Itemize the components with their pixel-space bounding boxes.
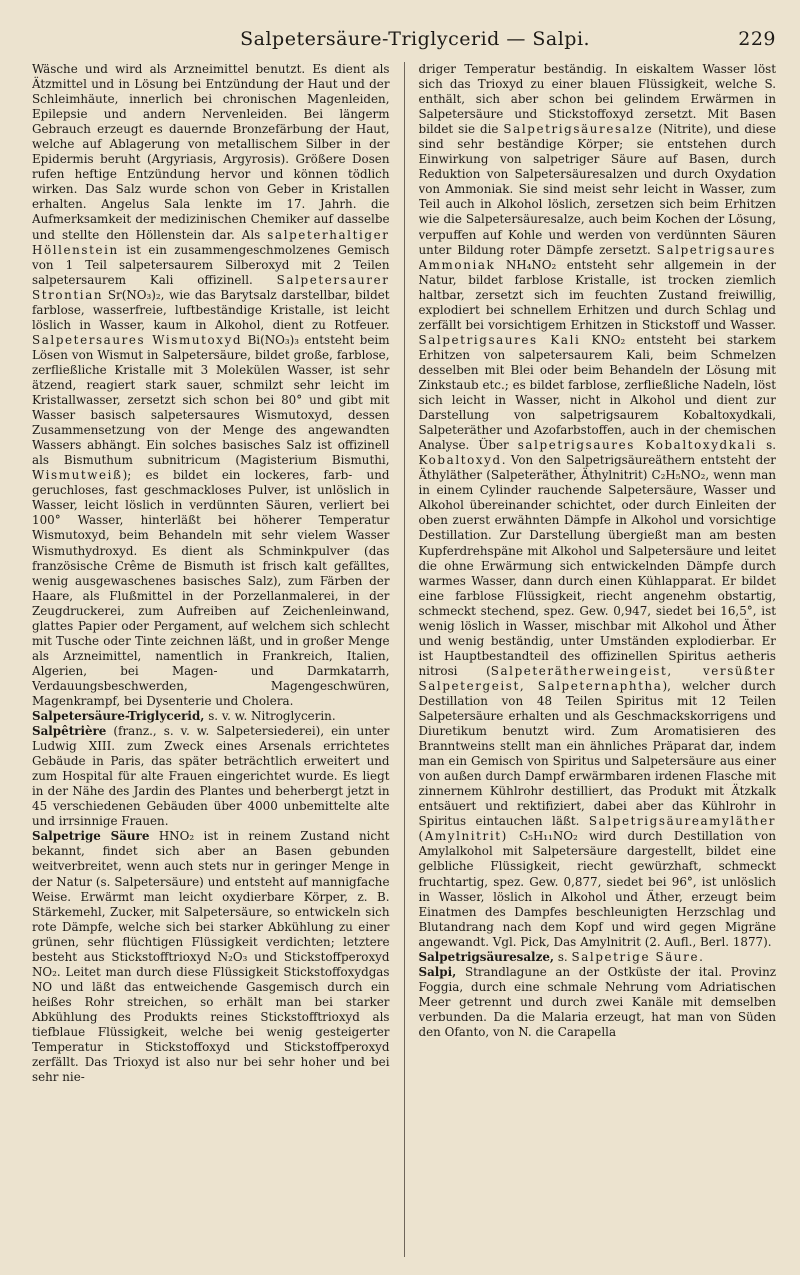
- entry-headword: Salpetrige Säure: [32, 829, 150, 844]
- entry-salpetrigsaeuresalze: [419, 950, 777, 965]
- entry-headword: Salpetrigsäuresalze,: [418, 949, 555, 964]
- body-text: ), welcher durch Destillation von 48 Teilen Spiritus mit 12 Teilen Salpetersäure erhalten und als Geschmackskorrigens und Diuretikum benutzt wird. Zum Aromatisieren des Branntweins stellt man ein ähnliches Präparat dar, indem man ein Gemisch von Spiritus und Salpetersäure aus einer von außen durch Dampf erwärmbaren irdenen Flasche mit zinnernem Kühlrohr destilliert, das Produkt mit Ätzkalk entsäuert und rektifiziert, dabei aber das Kühlrohr in Spiritus eintauchen läßt.: [418, 678, 776, 829]
- spaced-term: Salpetrigsaures Ammoniak: [418, 242, 776, 272]
- entry-salpetrige-saeure: [32, 829, 390, 1085]
- body-text: ist ein zusammengeschmolzenes Gemisch von 1 Teil salpetersaurem Silberoxyd mit 2 Teilen salpetersaurem Kali offizinell.: [32, 242, 390, 287]
- spaced-term: Salpetrigsaures Kali: [418, 332, 581, 347]
- body-text: (Nitrite), und diese sind sehr beständige Körper; sie entstehen durch Einwirkung von salpetriger Säure auf Basen, durch Reduktion von Salpetersäuresalzen und durch Oxydation von Ammoniak. Sie sind meist sehr leicht in Wasser, zum Teil auch in Alkohol löslich, zersetzen sich beim Erhitzen wie die Salpetersäuresalze, auch beim Kochen der Lösung, verpuffen auf Kohle und werden von verdünnten Säuren unter Bildung roter Dämpfe zersetzt.: [418, 122, 776, 257]
- body-text: s.: [557, 949, 568, 964]
- spaced-term: Salpetrigsäureamyläther (Amylnitrit): [418, 814, 776, 844]
- spaced-term: Salpetersaures Wismutoxyd: [32, 332, 243, 347]
- body-text: HNO₂ ist in reinem Zustand nicht bekannt, findet sich aber an Basen gebunden weitverbreitet, wenn auch stets nur in geringer Menge in der Natur (s. Salpetersäure) und entsteht auf mannigfache Weise. Erwärmt man leicht oxydierbare Körper, z. B. Stärkemehl, Zucker, mit Salpetersäure, so entwickeln sich rote Dämpfe, welche sich bei starker Abkühlung zu einer grünen, sehr flüchtigen Flüssigkeit verdichten; letztere besteht aus Stickstofftrioxyd N₂O₃ und Stickstoffperoxyd NO₂. Leitet man durch diese Flüssigkeit Stickstoffoxydgas NO und läßt das entweichende Gasgemisch durch ein heißes Rohr streichen, so erhält man bei starker Abkühlung des Produkts reines Stickstofftrioxyd als tiefblaue Flüssigkeit, welche bei wenig gesteigerter Temperatur in Stickstoffoxyd und Stickstoffperoxyd zerfällt. Das Trioxyd ist also nur bei sehr hoher und bei sehr nie-: [32, 829, 390, 1085]
- text-columns: [32, 62, 776, 1257]
- entry-continuation: [419, 62, 777, 950]
- spaced-term: salpeterhaltiger Höllenstein: [32, 227, 390, 257]
- body-text: C₅H₁₁NO₂ wird durch Destillation von Amylalkohol mit Salpetersäure dargestellt, bildet eine gelbliche Flüssigkeit, riecht gewürzhaft, schmeckt fruchtartig, spez. Gew. 0,877, siedet bei 96°, ist unlöslich in Wasser, löslich in Alkohol und Äther, erzeugt beim Einatmen des Dampfes beschleunigten Herzschlag und Blutandrang nach dem Kopf und wird gegen Migräne angewandt. Vgl. Pick, Das Amylnitrit (2. Aufl., Berl. 1877).: [418, 829, 776, 949]
- body-text: . Von den Salpetrigsäureäthern entsteht der Äthyläther (Salpeteräther, Äthylnitrit) C₂H₅NO₂, wenn man in einem Cylinder rauchende Salpetersäure, Wasser und Alkohol übereinander schichtet, oder durch Einleiten der oben zuerst erwähnten Dämpfe in Alkohol und vorsichtige Destillation. Zur Darstellung übergießt man am besten Kupferdrehspäne mit Alkohol und Salpetersäure und leitet die ohne Erwärmung sich entwickelnden Dämpfe durch warmes Wasser, dann durch einen Kühlapparat. Er bildet eine farblose Flüssigkeit, riecht angenehm obstartig, schmeckt stechend, spez. Gew. 0,947, siedet bei 16,5°, ist wenig löslich in Wasser, mischbar mit Alkohol und Äther und wenig beständig, unter Umständen explodierbar. Er ist Hauptbestandteil des offizinellen Spiritus aetheris nitrosi (: [418, 453, 776, 678]
- left-column: [32, 62, 390, 1257]
- body-text: driger Temperatur beständig. In eiskaltem Wasser löst sich das Trioxyd zu einer blauen Flüssigkeit, welche S. enthält, sich aber schon bei gelindem Erwärmen in Salpetersäure und Stickstoffoxyd zersetzt. Mit Basen bildet sie die: [418, 62, 776, 137]
- body-text: Wäsche und wird als Arzneimittel benutzt. Es dient als Ätzmittel und in Lösung bei Entzündung der Haut und der Schleimhäute, innerlich bei chronischen Magenleiden, Epilepsie und andern Nervenleiden. Bei längerm Gebrauch erzeugt es dauernde Bronzefärbung der Haut, welche auf Ablagerung von metallischem Silber in der Epidermis beruht (Argyriasis, Argyrosis). Größere Dosen rufen heftige Entzündung hervor und können tödlich wirken. Das Salz wurde schon von Geber in Kristallen erhalten. Angelus Sala lenkte im 17. Jahrh. die Aufmerksamkeit der medizinischen Chemiker auf dasselbe und stellte den Höllenstein dar. Als: [32, 62, 390, 242]
- entry-salpi: [419, 965, 777, 1040]
- body-text: ); es bildet ein lockeres, farb- und geruchloses, fast geschmackloses Pulver, ist unlöslich in Wasser, leicht löslich in verdünnten Säuren, verliert bei 100° Wasser, hinterläßt bei höherer Temperatur Wismutoxyd, beim Behandeln mit sehr vielem Wasser Wismuthydroxyd. Es dient als Schminkpulver (das französische Crême de Bismuth ist frisch kalt gefälltes, wenig ausgewaschenes basisches Salz), zum Färben der Haare, als Flußmittel in der Porzellanmalerei, in der Zeugdruckerei, zum Aufreiben auf Zeichenleinwand, glattes Papier oder Pergament, auf welchem sich schlecht mit Tusche oder Tinte zeichnen läßt, und in großer Menge als Arzneimittel, namentlich in Frankreich, Italien, Algerien, bei Magen- und Darmkatarrh, Verdauungsbeschwerden, Magengeschwüren, Magenkrampf, bei Dysenterie und Cholera.: [32, 468, 390, 708]
- spaced-term: Salpeterätherweingeist, versüßter Salpetergeist, Salpeternaphtha: [418, 663, 776, 693]
- entry-salpetersaeure-triglycerid: [32, 709, 390, 724]
- body-text: Strandlagune an der Ostküste der ital. Provinz Foggia, durch eine schmale Nehrung vom Adriatischen Meer getrennt und durch zwei Kanäle mit demselben verbunden. Da die Malaria erzeugt, hat man von Süden den Ofanto, von N. die Carapella: [418, 964, 776, 1039]
- body-text: .: [699, 949, 703, 964]
- page-number: 229: [738, 28, 776, 50]
- column-divider: [404, 62, 405, 1257]
- entry-continuation: [32, 62, 390, 709]
- spaced-term: Kobaltoxyd: [418, 453, 502, 468]
- entry-headword: Salpêtrière: [32, 724, 107, 739]
- entry-salpetriere: [32, 724, 390, 829]
- body-text: NH₄NO₂ entsteht sehr allgemein in der Natur, bildet farblose Kristalle, ist trocken ziemlich haltbar, zersetzt sich im feuchten Zustand freiwillig, explodiert bei schnellem Erhitzen und durch Schlag und zerfällt bei vorsichtigem Erhitzen in Stickstoff und Wasser.: [418, 257, 776, 332]
- body-text: s.: [766, 438, 776, 453]
- body-text: Sr(NO₃)₂, wie das Barytsalz darstellbar, bildet farblose, wasserfreie, luftbeständige Kristalle, ist leicht löslich in Wasser, kaum in Alkohol, dient zu Rotfeuer.: [32, 287, 390, 332]
- spaced-term: Salpetersaurer Strontian: [32, 272, 390, 302]
- right-column: [419, 62, 777, 1257]
- entry-headword: Salpi,: [418, 964, 457, 979]
- body-text: Bi(NO₃)₃ entsteht beim Lösen von Wismut in Salpetersäure, bildet große, farblose, zerfließliche Kristalle mit 3 Molekülen Wasser, ist sehr ätzend, reagiert stark sauer, schmilzt sehr leicht im Kristallwasser, zersetzt sich schon bei 80° und gibt mit Wasser basisch salpetersaures Wismutoxyd, dessen Zusammensetzung von der Menge des angewandten Wassers abhängt. Ein solches basisches Salz ist offizinell als Bismuthum subnitricum (Magisterium Bismuthi,: [32, 332, 390, 468]
- page-header: [32, 28, 776, 62]
- body-text: KNO₂ entsteht bei starkem Erhitzen von salpetersaurem Kali, beim Schmelzen desselben mit Blei oder beim Behandeln der Lösung mit Zinkstaub etc.; es bildet farblose, zerfließliche Nadeln, löst sich leicht in Wasser, nicht in Alkohol und dient zur Darstellung von salpetrigsaurem Kobaltoxydkali, Salpeteräther und Azofarbstoffen, auch in der chemischen Analyse. Über: [418, 332, 776, 453]
- running-title: Salpetersäure-Triglycerid — Salpi.: [240, 28, 591, 50]
- body-text: s. v. w. Nitroglycerin.: [208, 709, 336, 724]
- body-text: (franz., s. v. w. Salpetersiederei), ein unter Ludwig XIII. zum Zweck eines Arsenals errichtetes Gebäude in Paris, das später beträchtlich erweitert und zum Hospital für alte Frauen eingerichtet wurde. Es liegt in der Nähe des Jardin des Plantes und beherbergt jetzt in 45 verschiedenen Gebäuden über 4000 unbemittelte alte und irrsinnige Frauen.: [32, 724, 390, 829]
- spaced-term: salpetrigsaures Kobaltoxydkali: [517, 438, 758, 453]
- spaced-term: Wismutweiß: [32, 468, 123, 483]
- entry-headword: Salpetersäure-Triglycerid,: [32, 709, 205, 724]
- spaced-term: Salpetrigsäuresalze: [503, 122, 654, 137]
- cross-reference: Salpetrige Säure: [571, 949, 700, 964]
